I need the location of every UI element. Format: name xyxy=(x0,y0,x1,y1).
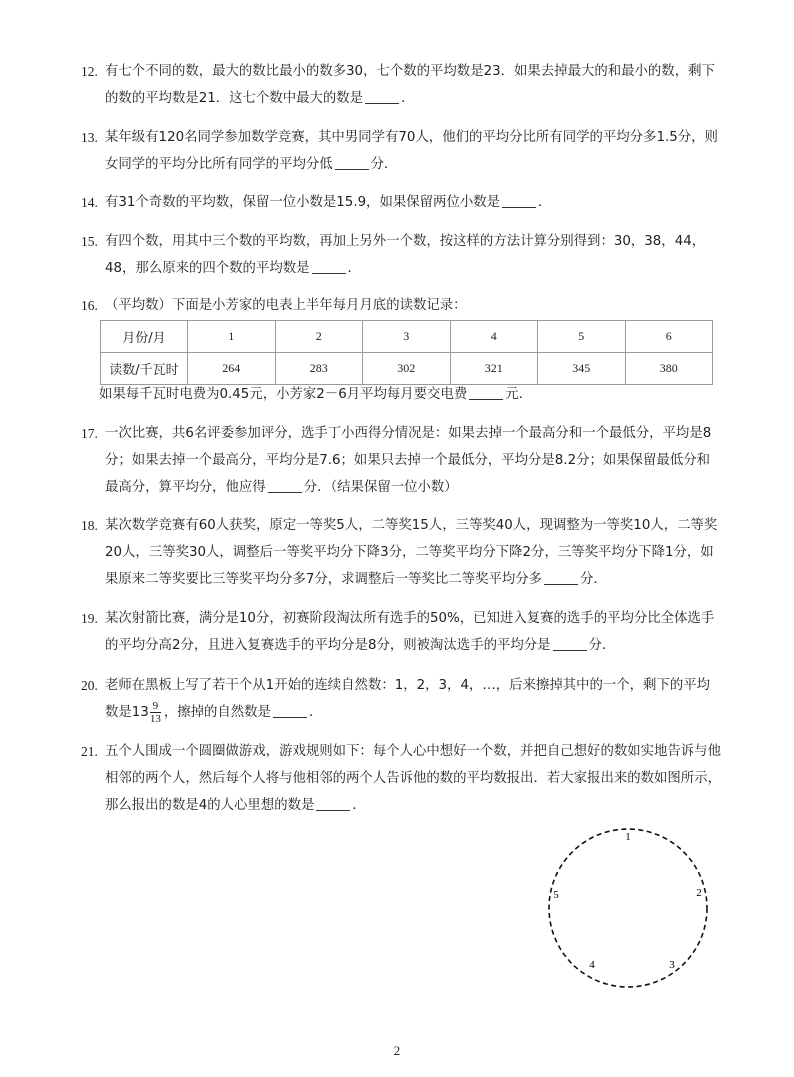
question-17: 17. 一次比赛，共6名评委参加评分，选手丁小西得分情况是：如果去掉一个最高分和一个最低分，平均是8分；如果去掉一个最高分，平均分是7.6；如果只去掉一个最低分，平均分是8.2分；如果保留最低分和最高分，算平均分，他应得 分．（结果保留一位小数） xyxy=(81,420,721,501)
table-header: 读数/千瓦时 xyxy=(101,353,188,385)
table-cell: 5 xyxy=(538,321,626,353)
question-16-followup: 如果每千瓦时电费为0.45元，小芳家2－6月平均每月要交电费 元． xyxy=(99,387,533,402)
table-cell: 3 xyxy=(363,321,451,353)
answer-blank[interactable] xyxy=(544,570,578,585)
question-12: 12. 有七个不同的数，最大的数比最小的数多30，七个数的平均数是23．如果去掉最大的和最小的数，剩下的数的平均数是21．这七个数中最大的数是 ． xyxy=(81,58,721,112)
answer-blank[interactable] xyxy=(365,89,399,104)
circle-label: 1 xyxy=(625,831,631,843)
question-number: 16. xyxy=(81,298,98,313)
question-number: 21. xyxy=(81,744,98,759)
question-19: 19. 某次射箭比赛，满分是10分，初赛阶段淘汰所有选手的50%，已知进入复赛的选手的平均分比全体选手的平均分高2分，且进入复赛选手的平均分是8分，则被淘汰选手的平均分是 分． xyxy=(81,605,721,659)
answer-blank[interactable] xyxy=(273,703,307,718)
table-cell: 1 xyxy=(188,321,276,353)
fraction-numerator: 9 xyxy=(150,700,161,713)
question-number: 12. xyxy=(81,64,98,79)
page-number: 2 xyxy=(393,1043,401,1058)
circle-diagram xyxy=(540,823,716,993)
fraction-denominator: 13 xyxy=(149,712,161,725)
question-20: 20. 老师在黑板上写了若干个从1开始的连续自然数：1，2，3，4，…，后来擦掉其中的一个，剩下的平均数是13 $\frac{9}{13}$ ，擦掉的自然数是 ． xyxy=(81,672,721,726)
table-cell: 345 xyxy=(538,353,626,385)
answer-blank[interactable] xyxy=(335,155,369,170)
question-15: 15. 有四个数，用其中三个数的平均数，再加上另外一个数，按这样的方法计算分别得到：30，38，44，48，那么原来的四个数的平均数是 ． xyxy=(81,228,721,282)
question-text: （平均数）下面是小芳家的电表上半年每月月底的读数记录： xyxy=(105,298,467,313)
answer-blank[interactable] xyxy=(502,193,536,208)
question-number: 19. xyxy=(81,611,98,626)
question-13: 13. 某年级有120名同学参加数学竞赛，其中男同学有70人，他们的平均分比所有同学的平均分多1.5分，则女同学的平均分比所有同学的平均分低 分． xyxy=(81,124,721,178)
electricity-readings-table xyxy=(100,320,713,385)
question-16 xyxy=(81,292,721,319)
question-text: 一次比赛，共6名评委参加评分，选手丁小西得分情况是：如果去掉一个最高分和一个最低分，平均是8分；如果去掉一个最高分，平均分是7.6；如果只去掉一个最低分，平均分是8.2分；如果保留最低分和最高分，算平均分，他应得 xyxy=(105,426,712,495)
question-text: 有31个奇数的平均数，保留一位小数是15.9，如果保留两位小数是 xyxy=(105,195,501,210)
question-text: 某次射箭比赛，满分是10分，初赛阶段淘汰所有选手的50%，已知进入复赛的选手的平均分比全体选手的平均分高2分，且进入复赛选手的平均分是8分，则被淘汰选手的平均分是 xyxy=(105,611,715,653)
question-text: 五个人围成一个圆圈做游戏，游戏规则如下：每个人心中想好一个数，并把自己想好的数如实地告诉与他相邻的两个人，然后每个人将与他相邻的两个人告诉他的数的平均数报出．若大家报出来的数如图所示，那么报出的数是4的人心里想的数是 xyxy=(105,744,721,813)
question-18: 18. 某次数学竞赛有60人获奖，原定一等奖5人，二等奖15人，三等奖40人，现调整为一等奖10人，二等奖20人，三等奖30人，调整后一等奖平均分下降3分，二等奖平均分下降2分，三等奖平均分下降1分，如果原来二等奖要比三等奖平均分多7分，求调整后一等奖比二等奖平均分多 分． xyxy=(81,512,721,593)
question-number: 20. xyxy=(81,678,98,693)
mixed-fraction xyxy=(150,700,161,725)
table-row xyxy=(101,353,713,385)
answer-blank[interactable] xyxy=(553,636,587,651)
question-number: 18. xyxy=(81,518,98,533)
question-text: 老师在黑板上写了若干个从1开始的连续自然数：1，2，3，4，…，后来擦掉其中的一个，剩下的平均数是13 xyxy=(105,678,711,720)
answer-blank[interactable] xyxy=(469,385,503,400)
table-cell: 2 xyxy=(275,321,363,353)
question-number: 17. xyxy=(81,426,98,441)
question-number: 15. xyxy=(81,234,98,249)
circle-label: 4 xyxy=(589,959,595,971)
answer-blank[interactable] xyxy=(316,796,350,811)
answer-blank[interactable] xyxy=(268,478,302,493)
question-text: 有七个不同的数，最大的数比最小的数多30，七个数的平均数是23．如果去掉最大的和最小的数，剩下的数的平均数是21．这七个数中最大的数是 xyxy=(105,64,715,106)
table-cell: 6 xyxy=(625,321,713,353)
question-number: 13. xyxy=(81,130,98,145)
question-number: 14. xyxy=(81,195,98,210)
table-cell: 283 xyxy=(275,353,363,385)
circle-label: 5 xyxy=(553,889,559,901)
table-cell: 4 xyxy=(450,321,538,353)
question-text: 如果每千瓦时电费为0.45元，小芳家2－6月平均每月要交电费 xyxy=(99,387,468,402)
question-text: 某次数学竞赛有60人获奖，原定一等奖5人，二等奖15人，三等奖40人，现调整为一等奖10人，二等奖20人，三等奖30人，调整后一等奖平均分下降3分，二等奖平均分下降2分，三等奖平均分下降1分，如果原来二等奖要比三等奖平均分多7分，求调整后一等奖比二等奖平均分多 xyxy=(105,518,718,587)
question-14: 14. 有31个奇数的平均数，保留一位小数是15.9，如果保留两位小数是 ． xyxy=(81,189,721,216)
circle-label: 2 xyxy=(696,887,702,899)
circle-label: 3 xyxy=(669,959,675,971)
dashed-circle xyxy=(549,829,707,987)
table-cell: 321 xyxy=(450,353,538,385)
question-text: 有四个数，用其中三个数的平均数，再加上另外一个数，按这样的方法计算分别得到：30，38，44，48，那么原来的四个数的平均数是 xyxy=(105,234,706,276)
table-cell: 302 xyxy=(363,353,451,385)
question-text: 某年级有120名同学参加数学竞赛，其中男同学有70人，他们的平均分比所有同学的平均分多1.5分，则女同学的平均分比所有同学的平均分低 xyxy=(105,130,718,172)
table-cell: 264 xyxy=(188,353,276,385)
question-21: 21. 五个人围成一个圆圈做游戏，游戏规则如下：每个人心中想好一个数，并把自己想好的数如实地告诉与他相邻的两个人，然后每个人将与他相邻的两个人告诉他的数的平均数报出．若大家报出来的数如图所示，那么报出的数是4的人心里想的数是 ． xyxy=(81,738,721,819)
answer-blank[interactable] xyxy=(312,259,346,274)
table-header: 月份/月 xyxy=(101,321,188,353)
table-row xyxy=(101,321,713,353)
table-cell: 380 xyxy=(625,353,713,385)
